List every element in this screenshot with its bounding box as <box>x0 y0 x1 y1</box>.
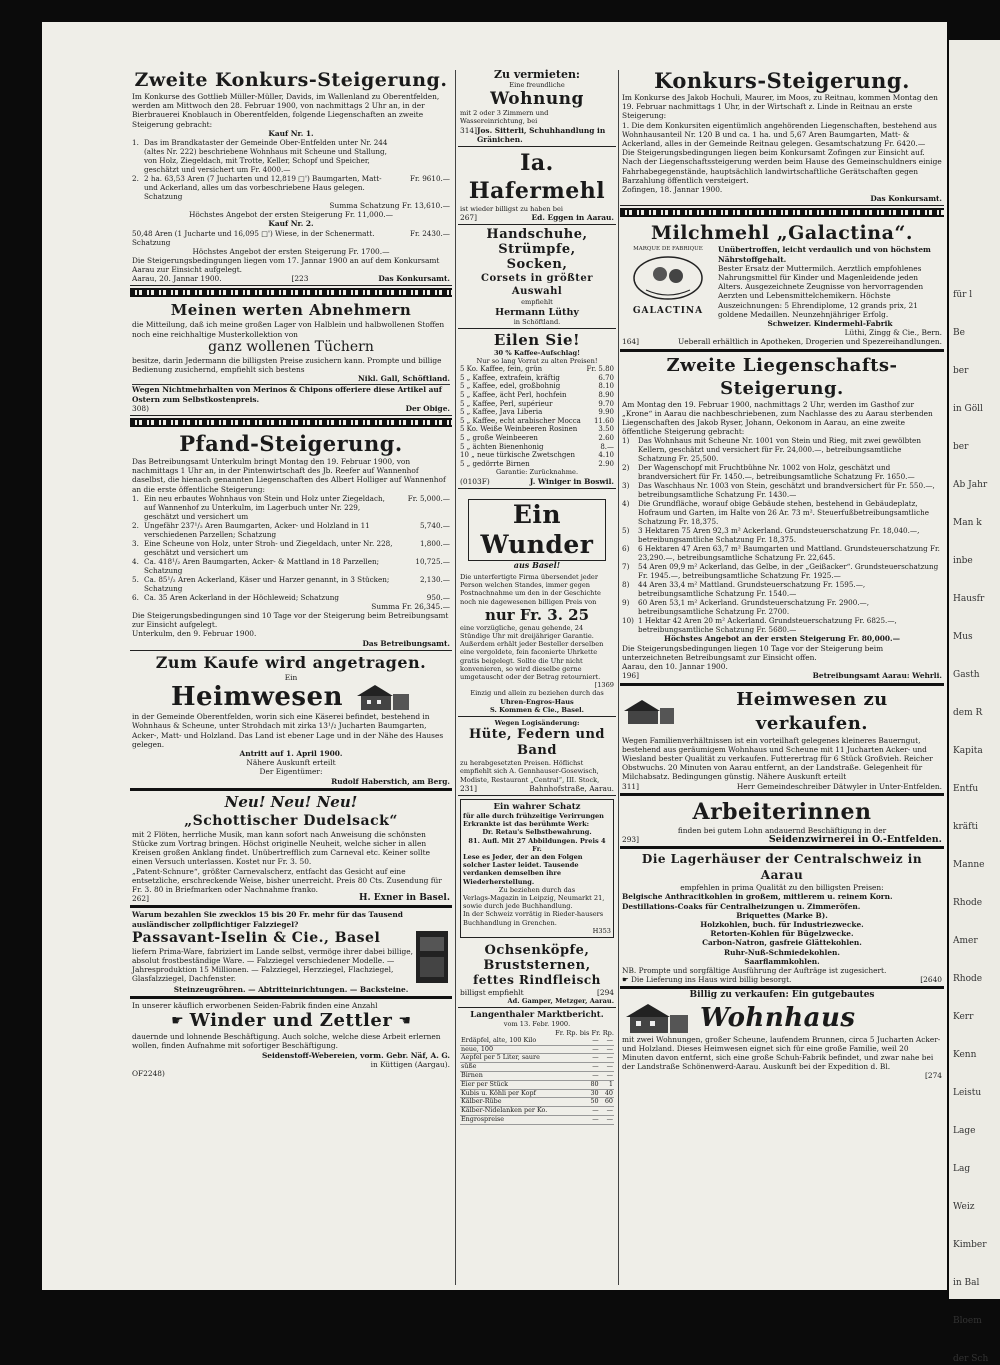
ad-big-text: Wohnhaus <box>700 1002 856 1033</box>
adjoining-page-text: dem R <box>953 708 983 718</box>
ad-line: Strümpfe, <box>498 242 576 258</box>
ad-line: Holzkohlen, buch. für Industriezwecke. <box>700 919 864 929</box>
ad-body: Die unterfertigte Firma übersendet jeder Person welchen Standes, immer gegen Postnachnahme um den in der Geschichte noch nie dagewesenen billigen Preis von <box>460 572 601 606</box>
ad-title: Pfand-Steigerung. <box>179 431 403 457</box>
column-left <box>130 66 452 1080</box>
adjoining-page-text: Mus <box>953 632 973 642</box>
ad-place: in Küttigen (Aargau). <box>370 1059 450 1069</box>
owner-label: Der Eigentümer: <box>259 767 323 777</box>
price-row: 5 „ Kaffee, edel, großbohnig 8.10 <box>460 382 614 391</box>
ad-title: Zweite Konkurs-Steigerung. <box>134 69 448 91</box>
ad-body: die Mitteilung, daß ich meine großen Lager von Halblein und halbwollenen Stoffen noch eine reichhaltige Musterkollektion von <box>132 320 445 339</box>
ad-title: Die Lagerhäuser der Centralschweiz in Aarau <box>641 852 923 883</box>
ad-signature: 196] Betreibungsamt Aarau: Wehrli. <box>622 671 942 681</box>
adjoining-page-text: in Bal <box>953 1278 980 1288</box>
adjoining-page-text: Kenn <box>953 1050 977 1060</box>
ad-body: ist wieder billigst zu haben bei <box>460 205 563 214</box>
ad-firm: S. Kommen & Cie., Basel. <box>490 705 584 714</box>
ad-body: finden bei gutem Lohn andauernd Beschäftigung in der <box>677 825 887 835</box>
price-row: 5 Ko. Weiße Weinbeeren Rosinen 3.50 <box>460 425 614 434</box>
farmhouse-icon <box>353 682 411 712</box>
list-item: 8) 44 Aren 33,4 m² Mattland. Grundsteuerschatzung Fr. 1595.—, betreibungsamtliche Schatzung Fr. 1540.— <box>622 580 866 599</box>
ad-huete-federn <box>458 717 616 796</box>
ad-head: Zu vermieten: <box>494 68 580 81</box>
price-row: 10 „ neue türkische Zwetschgen 4.10 <box>460 451 614 460</box>
ad-body: Zu beziehen durch das <box>498 885 576 894</box>
list-item: 1. Das im Brandkataster der Gemeinde Ober-Entfelden unter Nr. 244 (altes Nr. 222) beschriebene Wohnhaus mit Scheune und Stallung, von Holz, Ziegeldach, mit Trotte, Keller, Schopf und Speicher, geschätzt und versichert um Fr. 4000.— <box>132 138 388 175</box>
ad-naeher: Nähere Auskunft erteilt <box>246 758 336 768</box>
ad-wohnhaus <box>620 989 944 1082</box>
ad-body: Die Steigerungsbedingungen liegen beim Konkursamt Zofingen zur Einsicht auf. <box>622 148 925 158</box>
ad-line: Corsets in größter Auswahl <box>481 273 593 298</box>
adjoining-page-text: inbe <box>953 556 973 566</box>
price-row: 5 Ko. Kaffee, fein, grün Fr. 5.80 <box>460 365 614 374</box>
column-middle <box>458 66 616 1127</box>
ad-title: Meinen werten Abnehmern <box>170 301 412 320</box>
ad-lagerhaeuser <box>620 849 944 989</box>
ad-note: Nur so lang Vorrat zu alten Preisen! <box>476 357 598 366</box>
adjoining-page-text: Lage <box>953 1126 976 1136</box>
table-row: Kälber-Nidelanken per Ko. — — <box>461 1106 613 1115</box>
ad-body: 1. Die dem Konkursiten eigentümlich angehörenden Liegenschaften, bestehend aus Wohnhausanteil Nr. 120 B und ca. 1 ha. und 5,67 Aren Baumgarten, Matt- & Ackerland, alles in der Gemeinde Reitnau gelegen. Gesamtschatzung Fr. 6420.— <box>622 120 937 149</box>
ad-firm: Lüthi, Zingg & Cie., Bern. <box>844 328 942 338</box>
ad-signature: Hermann Lüthy <box>495 306 579 318</box>
ad-head: Ein wahrer Schatz <box>493 802 581 813</box>
ad-body: liefern Prima-Ware, fabriziert im Lande selbst, vermöge ihrer dabei billige, absolut frostbeständige Ware. — Falzziegel verschiedener Modelle. — Jahresproduktion 15 Millionen. — Falzziegel, Herzziegel, Flachziegel, Glasfalzziegel, Dachfenster. <box>132 946 413 984</box>
list-item: 5. Ca. 85¹/₂ Aren Ackerland, Käser und Harzer genannt, in 3 Stücken; Schatzung 2,130.— <box>132 574 450 593</box>
table-row: Birnen — — <box>461 1071 613 1080</box>
ad-body: in der Gemeinde Oberentfelden, worin sich eine Käserei befindet, bestehend in Wohnhaus & Scheune, unter Strohdach mit zirka 13¹/₂ Jucharten Baumgarten, Acker-, Matt- und Holzland. Das Land ist ebener Lage und in der Nähe des Hauses gelegen. <box>132 712 444 749</box>
ad-note: Wegen Nichtmehrhalten von Merinos & Chipons offeriere diese Artikel auf Ostern zum Selbstkostenpreis. <box>132 384 450 403</box>
ad-body: für alle durch frühzeitige Verirrungen Erkrankte ist das berühmte Werk: <box>463 812 604 829</box>
ad-line: Destillations-Coaks für Centralheizungen u. Zimmeröfen. <box>622 901 861 911</box>
ad-zu-vermieten <box>458 66 616 147</box>
ornament-divider <box>130 288 452 297</box>
adjoining-page-text: Hausfr <box>953 594 985 604</box>
adjoining-page-text: Ab Jahr <box>953 480 988 490</box>
ad-body: eine vorzügliche, genau gehende, 24 Stündige Uhr mit dreijähriger Garantie. Außerdem erhält jeder Besteller derselben eine vergoldete, fein faconierte Uhrkette gratis beigelegt. Sollte die Uhr nicht konvenieren, so wird dieselbe gerne umgetauscht oder der Betrag retourniert. <box>460 623 604 681</box>
price-row: 5 „ gedörrte Birnen 2.90 <box>460 459 614 468</box>
table-row: Eier per Stück 80 1 <box>461 1079 613 1088</box>
ad-price: nur Fr. 3. 25 <box>484 605 590 624</box>
adjoining-page-text: Gasth <box>953 670 980 680</box>
list-item: 1) Das Wohnhaus mit Scheune Nr. 1001 von Stein und Rieg, mit zwei gewölbten Kellern, geschätzt und versichert für Fr. 24,000.—, betreibungsamtliche Schatzung Fr. 25,500. <box>622 436 921 464</box>
list-item: 1. Ein neu erbautes Wohnhaus von Stein und Holz unter Ziegeldach, auf Wannenhof zu Unterkulm, im Lagerbuch unter Nr. 229, geschätzt und versichert um Fr. 5,000.— <box>132 493 450 521</box>
ad-body: mit 2 oder 3 Zimmern und Wassereinrichtung, bei <box>460 109 549 126</box>
ad-body: besitze, darin Jedermann die billigsten Preise zusichern kann. Prompte und billige Bedienung zusichernd, empfiehlt sich bestens <box>132 355 442 375</box>
ad-hafermehl <box>458 147 616 225</box>
ad-firm: Schweizer. Kindermehl-Fabrik <box>767 319 893 329</box>
adjoining-page-text: Be <box>953 328 965 338</box>
bedingungen: Die Steigerungsbedingungen liegen vom 17. Jannar 1900 an auf dem Konkursamt Aarau zur Einsicht aufgelegt. <box>132 255 440 275</box>
adjoining-page-text: Lag <box>953 1164 971 1174</box>
adjoining-page-text: Weiz <box>953 1202 975 1212</box>
ad-big-text: Wohnung <box>490 89 584 110</box>
house-icon <box>622 1001 692 1035</box>
ad-title: Passavant-Iselin & Cie., Basel <box>132 929 381 946</box>
ad-body: dauernde und lohnende Beschäftigung. Auch solche, welche diese Arbeit erlernen wollen, finden Aufnahme mit sofortiger Beschäftigung. <box>132 1032 441 1051</box>
column-rule-2 <box>618 70 619 1285</box>
ad-sub: empfehlen in prima Qualität zu den billigsten Preisen: <box>680 883 884 893</box>
price-list <box>460 365 614 468</box>
adjoining-page-text: Leistu <box>953 1088 982 1098</box>
price-row: 5 „ Kaffee, ächt Perl, hochfein 8.90 <box>460 391 614 400</box>
price-row: 5 „ Kaffee, Perl, supérieur 9.70 <box>460 399 614 408</box>
adjoining-page-text: Entfu <box>953 784 979 794</box>
ad-head: Billig zu verkaufen: Ein gutgebautes <box>689 990 875 1001</box>
ad-sub: 30 % Kaffee-Aufschlag! <box>493 348 581 357</box>
price-row: 5 „ ächten Bienenhonig 8.— <box>460 442 614 451</box>
ad-line: Carbon-Natron, gasfreie Glättekohlen. <box>702 938 862 948</box>
adjoining-page-text: Man k <box>953 518 982 528</box>
column-rule-1 <box>455 70 456 1285</box>
galactina-logo <box>622 245 714 337</box>
ad-meinen-werten-abnehmern <box>130 299 452 416</box>
ad-big-text: Ia. Hafermehl <box>468 150 606 205</box>
ad-tail: Steinzeugröhren. — Abtritteinrichtungen. — Backsteine. <box>173 984 409 994</box>
ad-edition: 81. Aufl. Mit 27 Abbildungen. Preis 4 Fr. <box>468 836 606 853</box>
ad-passavant-iselin <box>130 908 452 999</box>
ad-signature: 231] Bahnhofstraße, Aarau. <box>460 783 614 793</box>
ad-antritt: Antritt auf 1. April 1900. <box>239 748 343 758</box>
ad-signature: Nikl. Gall, Schöftland. <box>358 374 450 384</box>
market-head: Fr. Rp. bis Fr. Rp. <box>555 1028 614 1037</box>
ad-signature: Das Betreibungsamt. <box>362 638 450 648</box>
table-row: Engrospreise — — <box>461 1115 613 1124</box>
price-row: 5 „ Kaffee, Java Liberia 9.90 <box>460 408 614 417</box>
ad-body: empfiehlt <box>521 298 553 307</box>
ad-line: Briquettes (Marke B). <box>736 910 828 920</box>
table-row: Kälber-Rübe 50 60 <box>461 1097 613 1106</box>
hoechst-angebot: Höchstes Angebot der ersten Steigerung Fr. 1700.— <box>192 246 390 256</box>
list-item: 6. Ca. 35 Aren Ackerland in der Höchleweid; Schatzung 950.— <box>132 592 450 602</box>
list-item: 9) 60 Aren 53,1 m² Ackerland. Grundsteuerschatzung Fr. 2900.—, betreibungsamtliche Schatzung Fr. 2700. <box>622 598 870 617</box>
ad-signature: Uhren-Engros-Haus <box>500 697 574 706</box>
ornament-divider <box>130 418 452 427</box>
ad-place: in Schöftland. <box>513 317 561 326</box>
ad-title: Arbeiterinnen <box>692 798 872 825</box>
ad-title: Ein Wunder <box>468 499 606 561</box>
market-date: vom 13. Febr. 1900. <box>503 1020 571 1029</box>
ad-big-text: ganz wollenen Tüchern <box>208 338 374 355</box>
ad-body: Bester Ersatz der Muttermilch. Aerztlich empfohlenes Nahrungsmittel für Kinder und Magenleidende jeden Alters. Ausgezeichnete Zeugnisse von hervorragenden Aerzten und Lebensmittelchemikern. Höchste Auszeichnungen: 5 Ehrendiplome, 12 grands prix, 21 goldene Medaillen. Neunzehnjähriger Erfolg. <box>718 263 924 319</box>
ad-heimwesen-zu-verkaufen <box>620 686 944 796</box>
ad-intro: Am Montag den 19. Februar 1900, nachmittags 2 Uhr, werden im Gasthof zur „Krone“ in Aarau die nachbeschriebenen, zum Nachlasse des zu Aarau sterbenden Liegenschaften des Jakob Ryser, Johann, Oekonom in Aarau, an eine zweite öffentliche Steigerung gebracht: <box>622 399 933 437</box>
list-item: 7) 54 Aren 09,9 m² Ackerland, das Gelbe, in der „Geißacker“. Grundsteuerschatzung Fr. 1945.—, betreibungsamtliche Schatzung Fr. 1925.— <box>622 562 939 581</box>
ad-body: Einzig und allein zu beziehen durch das <box>470 689 604 698</box>
ad-big-text: Heimwesen <box>170 682 343 713</box>
ad-eilen-sie <box>458 329 616 489</box>
ad-signature: Aarau, 20. Jannar 1900. [223 Das Konkursamt. <box>132 274 450 284</box>
adjoining-page-text: der Sch <box>953 1354 989 1364</box>
pointing-hand-icon: ☚ <box>398 1013 411 1030</box>
ad-lead: Warum bezahlen Sie zwecklos 15 bis 20 Fr. mehr für das Tausend ausländischer zollpflichtiger Falzziegel? <box>132 910 403 929</box>
ad-body: mit zwei Wohnungen, großer Scheune, laufendem Brunnen, circa 5 Jucharten Acker- und Holzland. Dieses Heimwesen eignet sich für eine große Familie, weil 20 Minuten davon entfernt, sich eine große Schuh-Fabrik befindet, und zwar nahe bei der Landstraße Schönenwerd-Aarau. Auskunft bei der Expedition d. Bl. <box>622 1034 941 1072</box>
table-row: Kubis u. Köhli per Kopf 30 40 <box>461 1088 613 1097</box>
ad-konkurs-steigerung <box>620 66 944 206</box>
table-row: neue, 100 — — <box>461 1044 613 1053</box>
ad-title: Winder und Zettler <box>189 1010 393 1032</box>
list-item: 10) 1 Hektar 42 Aren 20 m² Ackerland. Grundsteuerschatzung Fr. 6825.—, betreibungsamtliche Schatzung Fr. 5680.— <box>622 616 897 635</box>
ad-body: In der Schweiz vorrätig in Rieder-hausers Buchhandlung in Grenchen. <box>463 910 604 927</box>
hoechst-angebot: Höchstes Angebot an der ersten Steigerung Fr. 80,000.— <box>664 634 900 644</box>
list-item: 3) Das Waschhaus Nr. 1003 von Stein, geschätzt und brandversichert für Fr. 550.—, betreibungsamtliche Schatzung Fr. 1430.— <box>622 481 935 500</box>
ad-place: Zofingen, 18. Jannar 1900. <box>622 185 723 195</box>
ad-signature: 311] Herr Gemeindeschreiber Dätwyler in Unter-Entfelden. <box>622 781 942 791</box>
logo-top-text: MARQUE DE FABRIQUE <box>633 246 703 253</box>
ad-place: Aarau, den 10. Jannar 1900. <box>622 662 728 672</box>
ad-winder-und-zettler <box>130 999 452 1080</box>
ad-signature: (0103F) J. Winiger in Boswil. <box>460 476 614 486</box>
ad-code: H353 <box>592 926 611 935</box>
ad-signature: Seidenstoff-Webereien, vorm. Gebr. Näf, A. G. <box>261 1050 450 1060</box>
ad-galactina <box>620 219 944 351</box>
bedingungen: Die Steigerungsbedingungen sind 10 Tage vor der Steigerung beim Betreibungsamt zur Einsicht aufgelegt. <box>132 611 449 630</box>
ad-code: OF2248) <box>132 1068 165 1078</box>
ad-place: Unterkulm, den 9. Februar 1900. <box>132 629 257 639</box>
list-item: 3. Eine Scheune von Holz, unter Stroh- und Ziegeldach, unter Nr. 228, geschätzt und versichert um 1,800.— <box>132 538 450 557</box>
ad-signature: Rudolf Haberstich, am Berg. <box>331 776 450 786</box>
ad-ein: Ein <box>284 672 298 682</box>
adjoining-page-text: ber <box>953 442 969 452</box>
ad-body: Verlags-Magazin in Leipzig, Neumarkt 21, sowie durch jede Buchhandlung. <box>463 894 605 911</box>
list-item: 50,48 Aren (1 Jucharte und 16,095 □') Wiese, in der Schenermatt. Schatzung Fr. 2430.— <box>132 228 450 247</box>
ad-pfand-steigerung <box>130 429 452 651</box>
ad-title: Zweite Liegenschafts-Steigerung. <box>666 354 898 399</box>
market-report <box>458 1008 616 1126</box>
ad-intro: Im Konkurse des Jakob Hochuli, Maurer, im Moos, zu Reitnau, kommen Montag den 19. Februar nachmittags 1 Uhr, in der Wirtschaft z. Linde in Reitnau an erste Steigerung: <box>622 93 938 121</box>
ad-body: Lese es Jeder, der an den Folgen solcher Laster leidet. Tausende verdanken demselben ihre Wiederherstellung. <box>463 853 583 886</box>
adjoining-page-text: Kapita <box>953 746 983 756</box>
adjoining-page-text: Kimber <box>953 1240 987 1250</box>
market-table <box>460 1037 614 1125</box>
ad-title: Eilen Sie! <box>493 330 581 349</box>
list-item: 6) 6 Hektaren 47 Aren 63,7 m² Baumgarten und Mattland. Grundsteuerschatzung Fr. 23,290.—, betreibungsamtliche Schatzung Fr. 22,645. <box>622 544 940 563</box>
column-right <box>620 66 944 1083</box>
kauf-heading: Kauf Nr. 2. <box>268 219 314 229</box>
ad-book: Dr. Retau's Selbstbewahrung. <box>482 828 592 837</box>
ad-zweite-konkurs-steigerung <box>130 66 452 286</box>
ad-signature: Ad. Gamper, Metzger, Aarau. <box>507 997 614 1006</box>
ad-title: Milchmehl „Galactina“. <box>651 222 913 245</box>
ad-sub: Eine freundliche <box>509 81 565 89</box>
hoechst-angebot: Höchstes Angebot der ersten Steigerung Fr. 11,000.— <box>188 210 394 220</box>
list-item: 4) Die Grundfläche, worauf obige Gebäude stehen, bestehend in Gebäudeplatz, Hofraum und Garten, im Halte von 26 Ar. 73 m². Steuerfußbetreibungsamtliche Schatzung Fr. 18,375. <box>622 499 930 527</box>
property-list <box>622 436 942 634</box>
adjoining-page-text: Kerr <box>953 1012 974 1022</box>
ad-lead: Wegen Logisänderung: <box>494 719 580 728</box>
ad-body: mit 2 Flöten, herrliche Musik, man kann sofort nach Anweisung die schönsten Stücke zum Vortrag bringen. Höchst originelle Neuheit, welche sicher in allen Kreisen großen Anklang findet. Unübertrefflich zum Carneval etc. Keiner sollte einen Versuch unterlassen. Kostet nur Fr. 3. 50. <box>132 829 430 867</box>
ad-schottischer-dudelsack <box>130 791 452 909</box>
price-row: 5 „ Kaffee, extrafein, kräftig 6.70 <box>460 373 614 382</box>
ad-title: Konkurs-Steigerung. <box>654 68 910 93</box>
ad-sub: Unübertroffen, leicht verdaulich und von höchstem Nährstoffgehalt. <box>718 245 931 264</box>
ad-body: Nach der Liegenschaftssteigerung werden beim Hause des Gemeinschuldners einige Fahrhabegegenstände, hauptsächlich landwirtschaftliche Gerätschaften gegen Barzahlung öffentlich versteigert. <box>622 157 942 185</box>
ad-body: zu herabgesetzten Preisen. Höflichst empfiehlt sich A. Gennhauser-Gosewisch, Modiste, Restaurant „Central“, III. Stock, <box>460 759 600 784</box>
adjoining-page-text: kräfti <box>953 822 978 832</box>
ad-title: Heimwesen zu verkaufen. <box>736 688 888 734</box>
ad-title: Zum Kaufe wird angetragen. <box>155 652 427 672</box>
ad-signature: 262] H. Exner in Basel. <box>132 893 450 904</box>
price-row: 5 „ große Weinbeeren 2.60 <box>460 433 614 442</box>
ad-tail: ☛ Die Lieferung ins Haus wird billig besorgt. [2640 <box>622 975 942 985</box>
ad-signature: 314] Jos. Sitterli, Schuhhandlung in Gränichen. <box>460 125 606 144</box>
adjoining-page-text: Manne <box>953 860 985 870</box>
logo-text: GALACTINA <box>632 305 704 316</box>
adjoining-page <box>949 40 1000 1364</box>
list-item: 2. Ungefähr 237¹/₂ Aren Baumgarten, Acker- und Holzland in 11 verschiedenen Parzellen; Schatzung 5,740.— <box>132 520 450 539</box>
ad-heimwesen-zum-kaufe <box>130 651 452 791</box>
ad-line: Handschuhe, <box>486 227 588 243</box>
adjoining-page-text: ber <box>953 366 969 376</box>
adjoining-page-text: Bloem <box>953 1316 982 1326</box>
pointing-hand-icon: ☛ <box>171 1013 184 1030</box>
table-row: süße — — <box>461 1062 613 1071</box>
ad-ochsenkoepfe <box>458 941 616 1008</box>
ad-body: billigst empfiehlt [294 <box>460 988 614 998</box>
ad-num: [1369 <box>594 681 614 690</box>
ad-signature: 293] Seidenzwirnerei in O.-Entfelden. <box>622 833 942 845</box>
summa: Summa Fr. 26,345.— <box>371 601 450 611</box>
ad-signature: 267] Ed. Eggen in Aarau. <box>460 213 614 223</box>
price-row: 5 „ Kaffee, echt arabischer Mocca 11.60 <box>460 416 614 425</box>
ad-note: NB. Prompte und sorgfältige Ausführung der Aufträge ist zugesichert. <box>622 965 887 975</box>
ad-ein-wunder <box>458 489 616 717</box>
ad-garantie: Garantie: Zurücknahme. <box>495 468 579 477</box>
ad-sub: aus Basel! <box>513 559 561 570</box>
ad-intro: Im Konkurse des Gottlieb Müller-Müller, Davids, im Wallenland zu Oberentfelden, werden am Mittwoch den 28. Februar 1900, von nachmittags 2 Uhr an, in der Bierbrauerei Knoblauch in Oberentfelden, folgende Liegenschaften an zweite Steigerung gebracht: <box>132 92 440 129</box>
ad-line: Ochsenköpfe, <box>484 943 590 959</box>
table-row: Erdäpfel, alte, 100 Kilo — — <box>461 1035 613 1044</box>
ad-body: „Patent-Schnure“, größter Carnevalscherz, entfacht das Gesicht auf eine entsetzliche, erschreckende Weise, bisher unerreicht. Preis 80 Cts. Zusendung für Fr. 3. 80 in Briefmarken oder Nachnahme franko. <box>132 866 442 894</box>
ad-num: [274 <box>925 1071 942 1081</box>
list-item: 2. 2 ha. 63,53 Aren (7 Jucharten und 12,819 □') Baumgarten, Matt- und Ackerland, alles um das vorbeschriebene Haus gelegen. Schatzung Fr. 9610.— <box>132 174 450 202</box>
adjoining-page-text: Rhode <box>953 974 983 984</box>
ad-tail: 164] Ueberall erhältlich in Apotheken, Drogerien und Spezereihandlungen. <box>622 337 942 347</box>
ad-signature: 308) Der Obige. <box>132 403 450 413</box>
ad-line: Retorten-Kohlen für Bügelzwecke. <box>710 929 854 939</box>
summa: Summa Schatzung Fr. 13,610.— <box>329 201 450 211</box>
ad-lead: In unserer käuflich erworbenen Seiden-Fabrik finden eine Anzahl <box>132 1000 378 1010</box>
list-item: 4. Ca. 418¹/₂ Aren Baumgarten, Acker- & Mattland in 18 Parzellen; Schatzung 10,725.— <box>132 556 450 575</box>
bedingungen: Die Steigerungsbedingungen liegen 10 Tage vor der Steigerung beim unterzeichneten Betreibungsamt zur Einsicht offen. <box>622 643 884 662</box>
ad-handschuhe <box>458 225 616 328</box>
ornament-divider <box>620 208 944 217</box>
adjoining-page-text: in Göll <box>953 404 983 414</box>
ad-line: Saarflammkohlen. <box>744 956 820 966</box>
ad-line: Bruststernen, <box>483 958 591 974</box>
ad-neu: Neu! Neu! Neu! <box>224 792 358 811</box>
list-item: 5) 3 Hektaren 75 Aren 92,3 m² Ackerland. Grundsteuerschatzung Fr. 18,040.—, betreibungsamtliche Schatzung Fr. 18,375. <box>622 526 920 545</box>
ad-line: Belgische Anthracitkohlen in großem, mittlerem u. reinem Korn. <box>622 892 893 902</box>
list-item: 2) Der Wagenschopf mit Fruchtbühne Nr. 1002 von Holz, geschätzt und brandversichert für Fr. 1450.—, betreibungsamtliche Schatzung Fr. 1650.— <box>622 463 915 482</box>
ad-wahrer-schatz <box>460 799 614 938</box>
ad-line: Socken, <box>506 257 568 273</box>
ad-body: Wegen Familienverhältnissen ist ein vorteilhaft gelegenes kleineres Bauerngut, bestehend aus geräumigem Wohnhaus und Scheune mit 11 Jucharten Acker- und Wiesland bester Qualität zu verkaufen. Futterertrag für 6 Stück Großvieh. Reicher Obstwuchs. 20 Minuten von Aarau entfernt, an der Landstraße. Gelegenheit für Milchabsatz. Bedingungen günstig. Nähere Auskunft erteilt <box>622 735 933 782</box>
ad-arbeiterinnen <box>620 796 944 849</box>
cherubs-illustration-icon <box>628 254 708 302</box>
ad-title: Hüte, Federn und Band <box>468 727 606 759</box>
farmhouse-icon <box>622 698 676 726</box>
ad-line: Ruhr-Nuß-Schmiedekohlen. <box>724 947 840 957</box>
adjoining-page-text: für l <box>953 290 973 300</box>
stove-illustration-icon <box>414 929 450 985</box>
ad-intro: Das Betreibungsamt Unterkulm bringt Montag den 19. Februar 1900, von nachmittags 1 Uhr an, in der Pintenwirtschaft des Jb. Reefer auf Wannenhof daselbst, die hienach genannten Liegenschaften des Albert Holliger auf Wannenhof an die erste öffentliche Steigerung: <box>132 457 446 494</box>
kauf-heading: Kauf Nr. 1. <box>268 128 314 138</box>
ad-signature: Das Konkursamt. <box>870 194 942 204</box>
adjoining-page-text: Rhode <box>953 898 983 908</box>
adjoining-page-text: Amer <box>953 936 978 946</box>
market-title: Langenthaler Marktbericht. <box>470 1010 604 1021</box>
ad-line: fettes Rindfleisch <box>473 973 601 988</box>
ad-zweite-liegenschafts-steigerung <box>620 352 944 686</box>
table-row: Aepfel per 5 Liter, saure — — <box>461 1053 613 1062</box>
ad-title: „Schottischer Dudelsack“ <box>184 812 398 829</box>
